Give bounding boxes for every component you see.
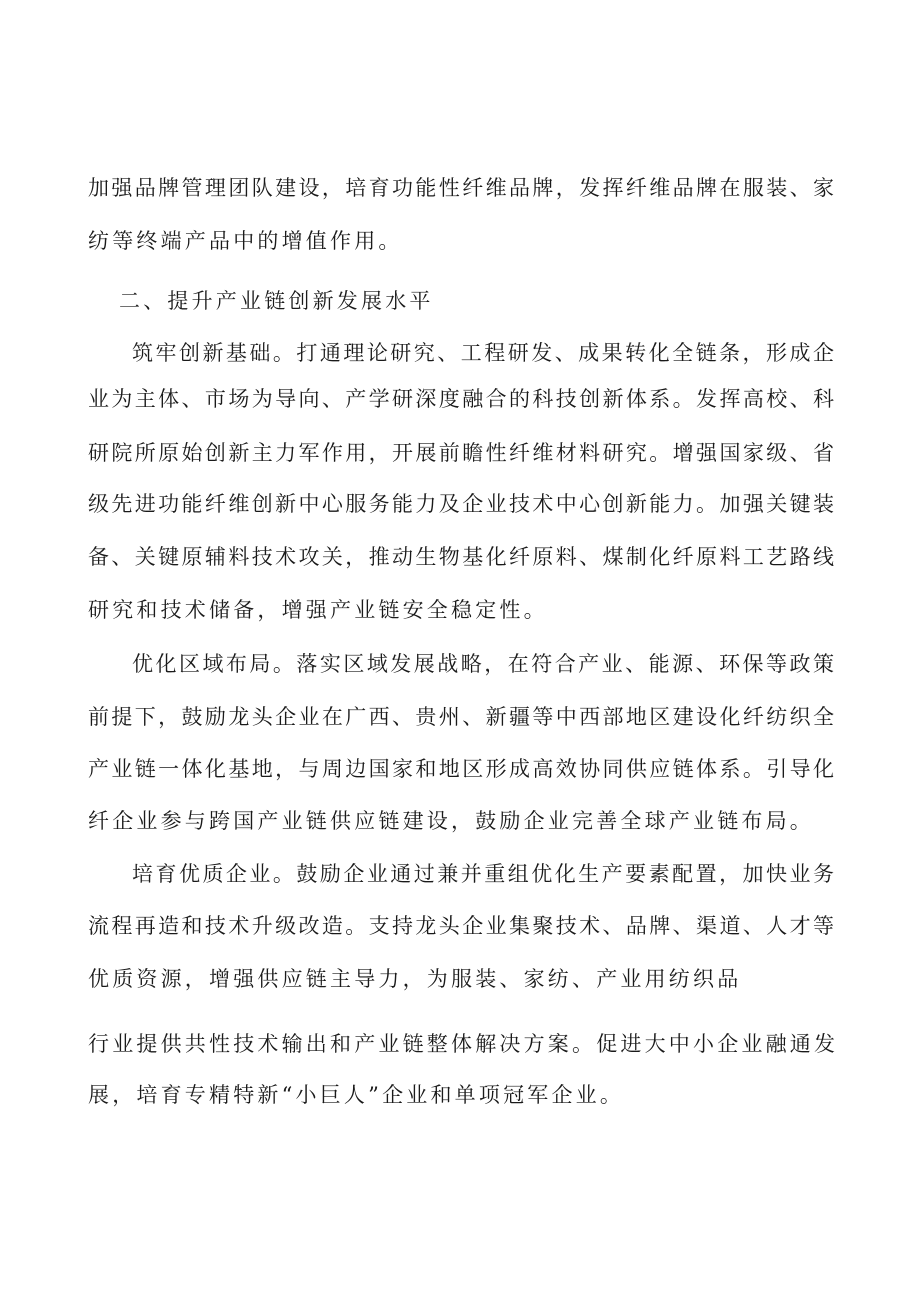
paragraph-line: 优质资源，增强供应链主导力，为服装、家纺、产业用纺织品 (88, 967, 742, 991)
paragraph-line: 加强品牌管理团队建设，培育功能性纤维品牌，发挥纤维品牌在服装、家 (88, 176, 834, 200)
paragraph-line: 前提下，鼓励龙头企业在广西、贵州、新疆等中西部地区建设化纤纺织全 (88, 705, 834, 729)
paragraph-line: 研究和技术储备，增强产业链安全稳定性。 (88, 598, 548, 622)
paragraph-line: 培育优质企业。鼓励企业通过兼并重组优化生产要素配置，加快业务 (132, 862, 834, 886)
paragraph-line: 优化区域布局。落实区域发展战略，在符合产业、能源、环保等政策 (132, 652, 834, 676)
section-heading: 二、提升产业链创新发展水平 (119, 289, 434, 313)
paragraph-line: 纺等终端产品中的增值作用。 (88, 229, 403, 253)
paragraph-line: 研院所原始创新主力军作用，开展前瞻性纤维材料研究。增强国家级、省 (88, 441, 834, 465)
paragraph-line: 行业提供共性技术输出和产业链整体解决方案。促进大中小企业融通发 (88, 1032, 839, 1056)
paragraph-line: 纤企业参与跨国产业链供应链建设，鼓励企业完善全球产业链布局。 (88, 809, 814, 833)
paragraph-line: 业为主体、市场为导向、产学研深度融合的科技创新体系。发挥高校、科 (88, 387, 834, 411)
paragraph-line: 备、关键原辅料技术攻关，推动生物基化纤原料、煤制化纤原料工艺路线 (88, 545, 834, 569)
paragraph-line: 产业链一体化基地，与周边国家和地区形成高效协同供应链体系。引导化 (88, 757, 834, 781)
paragraph-line: 流程再造和技术升级改造。支持龙头企业集聚技术、品牌、渠道、人才等 (88, 914, 834, 938)
paragraph-line: 级先进功能纤维创新中心服务能力及企业技术中心创新能力。加强关键装 (88, 492, 834, 516)
paragraph-line: 展，培育专精特新“小巨人”企业和单项冠军企业。 (88, 1083, 625, 1107)
paragraph-line: 筑牢创新基础。打通理论研究、工程研发、成果转化全链条，形成企 (132, 341, 834, 365)
